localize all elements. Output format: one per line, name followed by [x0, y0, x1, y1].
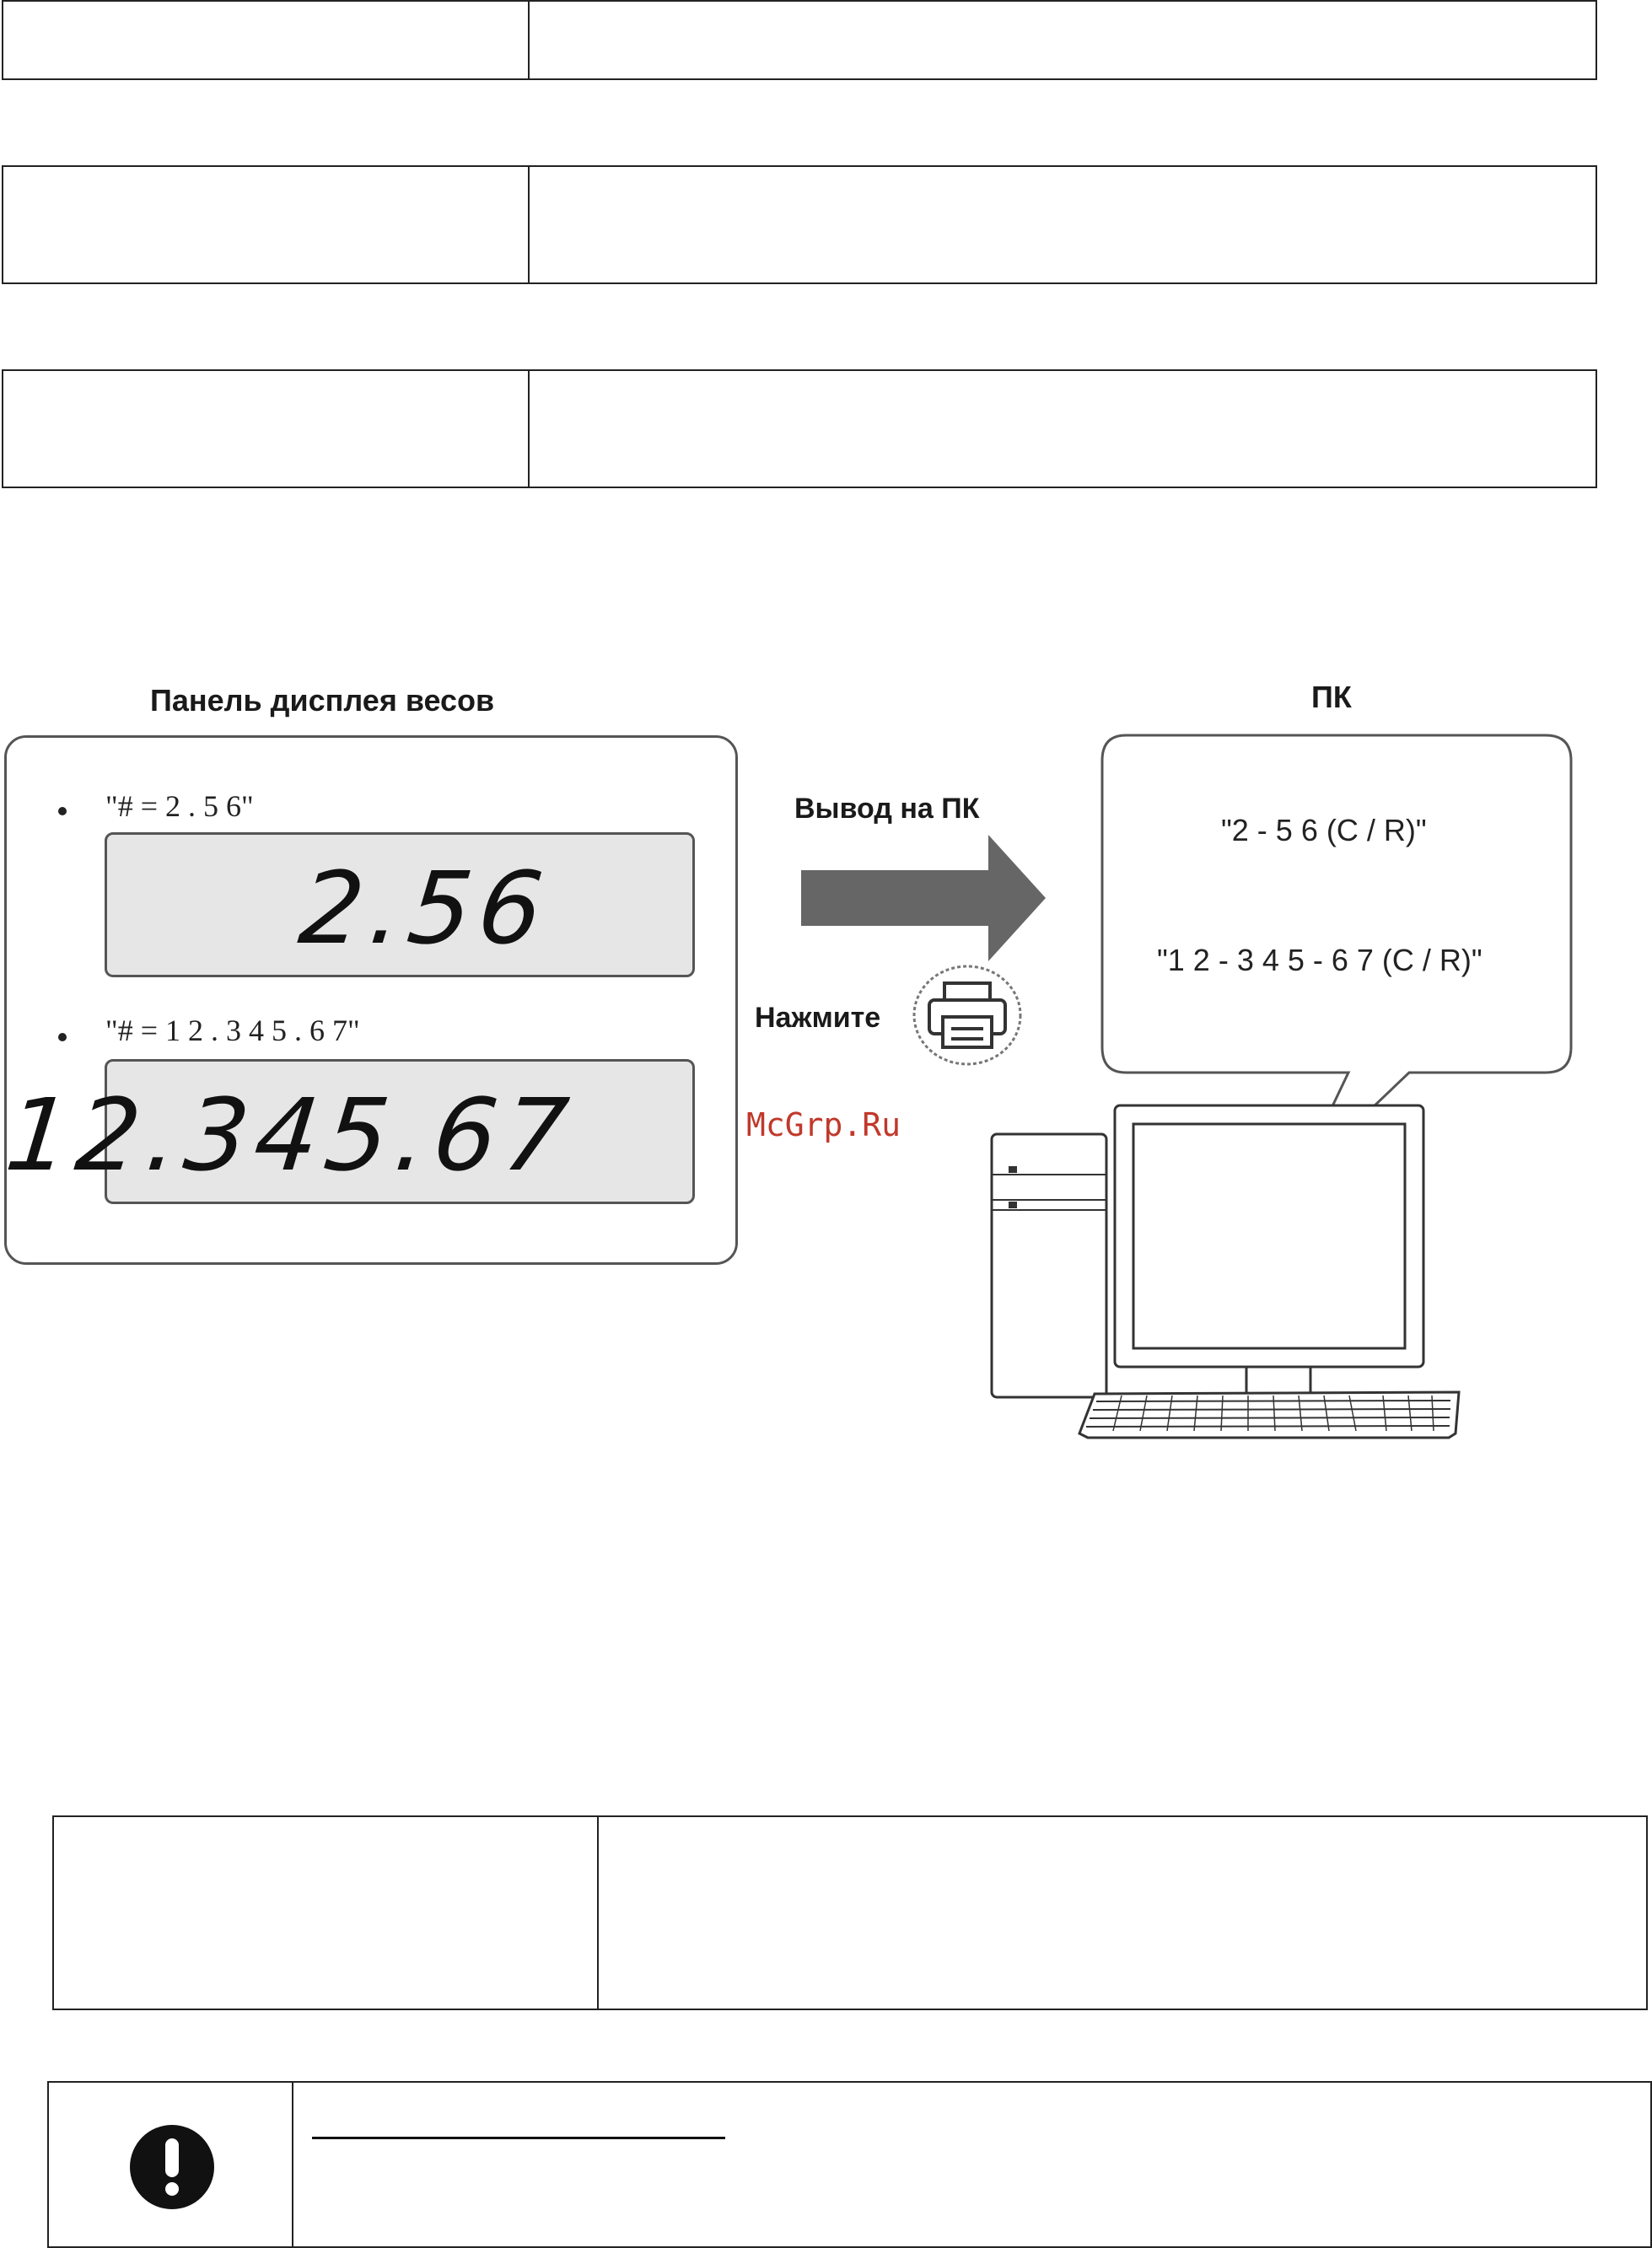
lcd-value-1: 2.56 — [294, 850, 556, 966]
pc-output-1: "2 - 5 6 (C / R)" — [1221, 813, 1427, 847]
format-example-2: "# = 1 2 . 3 4 5 . 6 7" — [105, 1014, 360, 1047]
lcd-display-1 — [105, 832, 695, 977]
note-heading-underline — [312, 2137, 725, 2139]
format-example-1: "# = 2 . 5 6" — [105, 789, 254, 823]
arrow-label: Вывод на ПК — [794, 793, 980, 825]
warning-note — [47, 2081, 1652, 2248]
watermark: McGrp.Ru — [746, 1106, 901, 1143]
table-divider — [528, 167, 530, 282]
lcd-display-2 — [1, 1059, 695, 1204]
table-row-1 — [2, 0, 1597, 80]
pc-title: ПК — [1311, 680, 1352, 714]
table-row-3 — [2, 369, 1597, 488]
lcd-value-2: 12.345.67 — [1, 1077, 581, 1193]
table-divider — [597, 1817, 599, 2009]
table-divider — [528, 371, 530, 487]
table-divider — [292, 2083, 293, 2246]
scale-panel-title: Панель дисплея весов — [150, 683, 495, 718]
table-row-2 — [2, 165, 1597, 284]
computer-icon — [987, 1100, 1467, 1450]
exclamation-icon — [130, 2125, 214, 2209]
pc-output-2: "1 2 - 3 4 5 - 6 7 (C / R)" — [1157, 943, 1482, 977]
table-row-4 — [52, 1815, 1648, 2010]
scale-display-panel — [1, 735, 738, 1265]
press-label: Нажмите — [755, 1002, 881, 1034]
bullet — [58, 1033, 67, 1041]
bullet — [58, 807, 67, 815]
table-divider — [528, 2, 530, 78]
printer-icon — [911, 963, 1024, 1068]
arrow-right-icon — [801, 835, 1046, 961]
